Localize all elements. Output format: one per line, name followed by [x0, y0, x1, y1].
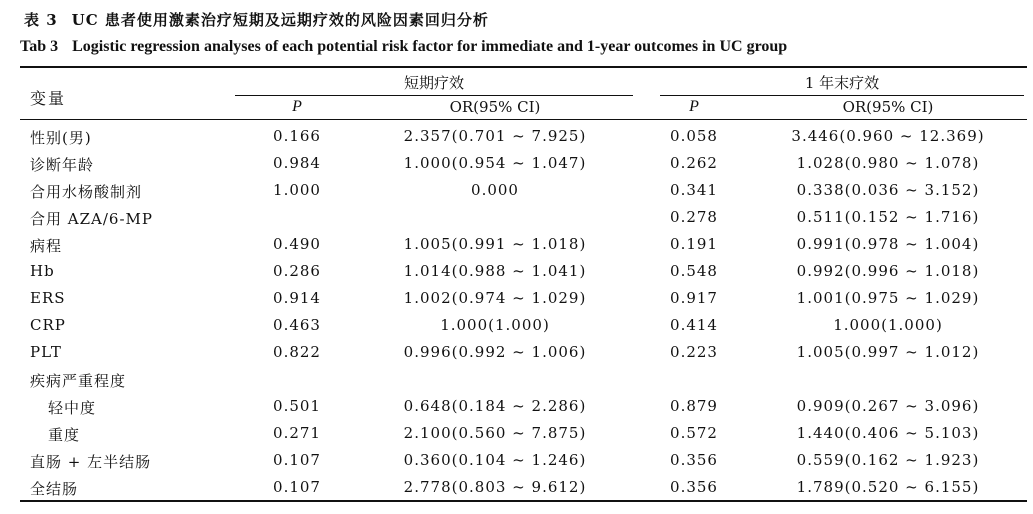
- variable-cell: 病程: [30, 237, 63, 255]
- table-row: [0, 366, 1033, 393]
- table-row: [0, 447, 1033, 474]
- p-short-cell: 0.490: [273, 235, 321, 253]
- p-long-cell: 0.191: [670, 235, 718, 253]
- p-long-cell: 0.879: [670, 397, 718, 415]
- p-long-cell: 0.356: [670, 478, 718, 496]
- variable-cell: PLT: [30, 343, 62, 361]
- or-long-cell: 0.511(0.152 ~ 1.716): [796, 208, 980, 226]
- table-title-en: Logistic regression analyses of each potential risk factor for immediate and 1-year outcomes in UC group: [72, 38, 788, 55]
- p-long-cell: 0.572: [670, 424, 718, 442]
- p-short-cell: 0.166: [273, 127, 321, 145]
- group-header-long: 1 年末疗效: [804, 74, 880, 92]
- or-short-cell: 1.000(1.000): [440, 316, 550, 334]
- variable-cell: 重度: [48, 426, 81, 444]
- variable-cell: CRP: [30, 316, 66, 334]
- table-row: [0, 177, 1033, 204]
- p-header-long: P: [689, 98, 699, 115]
- p-short-cell: 0.271: [273, 424, 321, 442]
- p-short-cell: 0.501: [273, 397, 321, 415]
- table-label-en: Tab 3: [20, 38, 59, 55]
- p-short-cell: 0.463: [273, 316, 321, 334]
- p-long-cell: 0.278: [670, 208, 718, 226]
- or-short-cell: 0.648(0.184 ~ 2.286): [403, 397, 587, 415]
- or-long-cell: 3.446(0.960 ~ 12.369): [791, 127, 985, 145]
- or-long-cell: 1.028(0.980 ~ 1.078): [796, 154, 980, 172]
- or-long-cell: 1.001(0.975 ~ 1.029): [796, 289, 980, 307]
- table-row: [0, 204, 1033, 231]
- or-short-cell: 0.360(0.104 ~ 1.246): [403, 451, 587, 469]
- table-row: [0, 150, 1033, 177]
- or-short-cell: 1.002(0.974 ~ 1.029): [403, 289, 587, 307]
- p-long-cell: 0.223: [670, 343, 718, 361]
- or-long-cell: 1.789(0.520 ~ 6.155): [796, 478, 980, 496]
- variable-cell: 疾病严重程度: [30, 372, 127, 390]
- or-short-cell: 0.000: [471, 181, 519, 199]
- table-row: [0, 258, 1033, 285]
- or-short-cell: 0.996(0.992 ~ 1.006): [403, 343, 587, 361]
- p-short-cell: 0.107: [273, 478, 321, 496]
- group-rule-short: [235, 95, 633, 96]
- table-row: [0, 312, 1033, 339]
- or-long-cell: 0.909(0.267 ~ 3.096): [796, 397, 980, 415]
- variable-cell: 合用水杨酸制剂: [30, 183, 143, 201]
- p-long-cell: 0.058: [670, 127, 718, 145]
- variable-cell: 轻中度: [48, 399, 97, 417]
- or-long-cell: 0.991(0.978 ~ 1.004): [796, 235, 980, 253]
- or-long-cell: 0.992(0.996 ~ 1.018): [796, 262, 980, 280]
- table-caption-en: [20, 38, 787, 56]
- table-row: [0, 285, 1033, 312]
- variable-cell: 性别(男): [30, 129, 92, 147]
- or-short-cell: 2.100(0.560 ~ 7.875): [403, 424, 587, 442]
- table-caption-cn: [24, 9, 489, 30]
- header-rule: [20, 119, 1027, 120]
- p-short-cell: 1.000: [273, 181, 321, 199]
- or-long-cell: 1.440(0.406 ~ 5.103): [796, 424, 980, 442]
- p-short-cell: 0.286: [273, 262, 321, 280]
- variable-cell: 合用 AZA/6-MP: [30, 210, 153, 228]
- p-short-cell: 0.914: [273, 289, 321, 307]
- table-row: [0, 123, 1033, 150]
- or-long-cell: 0.338(0.036 ~ 3.152): [796, 181, 980, 199]
- or-short-cell: 2.357(0.701 ~ 7.925): [403, 127, 587, 145]
- table-row: [0, 420, 1033, 447]
- or-long-cell: 1.000(1.000): [833, 316, 943, 334]
- or-long-cell: 1.005(0.997 ~ 1.012): [796, 343, 980, 361]
- group-rule-long: [660, 95, 1024, 96]
- top-rule: [20, 66, 1027, 68]
- or-long-cell: 0.559(0.162 ~ 1.923): [796, 451, 980, 469]
- variable-cell: 诊断年龄: [30, 156, 95, 174]
- p-long-cell: 0.548: [670, 262, 718, 280]
- p-short-cell: 0.107: [273, 451, 321, 469]
- or-short-cell: 1.014(0.988 ~ 1.041): [403, 262, 587, 280]
- table-row: [0, 231, 1033, 258]
- variable-cell: Hb: [30, 262, 55, 280]
- table-title-cn: UC 患者使用激素治疗短期及远期疗效的风险因素回归分析: [71, 11, 489, 29]
- or-short-cell: 2.778(0.803 ~ 9.612): [403, 478, 587, 496]
- variable-header: 变量: [30, 89, 67, 108]
- table-label-cn: 表 3: [24, 11, 58, 29]
- table-row: [0, 339, 1033, 366]
- p-long-cell: 0.917: [670, 289, 718, 307]
- table-row: [0, 474, 1033, 501]
- variable-cell: ERS: [30, 289, 66, 307]
- p-long-cell: 0.262: [670, 154, 718, 172]
- group-header-short: 短期疗效: [403, 74, 465, 92]
- p-header-short: P: [292, 98, 302, 115]
- table-row: [0, 393, 1033, 420]
- p-long-cell: 0.341: [670, 181, 718, 199]
- variable-cell: 全结肠: [30, 480, 79, 498]
- variable-cell: 直肠 + 左半结肠: [30, 453, 152, 471]
- p-long-cell: 0.414: [670, 316, 718, 334]
- or-header-long: OR(95% CI): [842, 98, 934, 116]
- or-short-cell: 1.000(0.954 ~ 1.047): [403, 154, 587, 172]
- or-short-cell: 1.005(0.991 ~ 1.018): [403, 235, 587, 253]
- p-long-cell: 0.356: [670, 451, 718, 469]
- or-header-short: OR(95% CI): [449, 98, 541, 116]
- p-short-cell: 0.822: [273, 343, 321, 361]
- p-short-cell: 0.984: [273, 154, 321, 172]
